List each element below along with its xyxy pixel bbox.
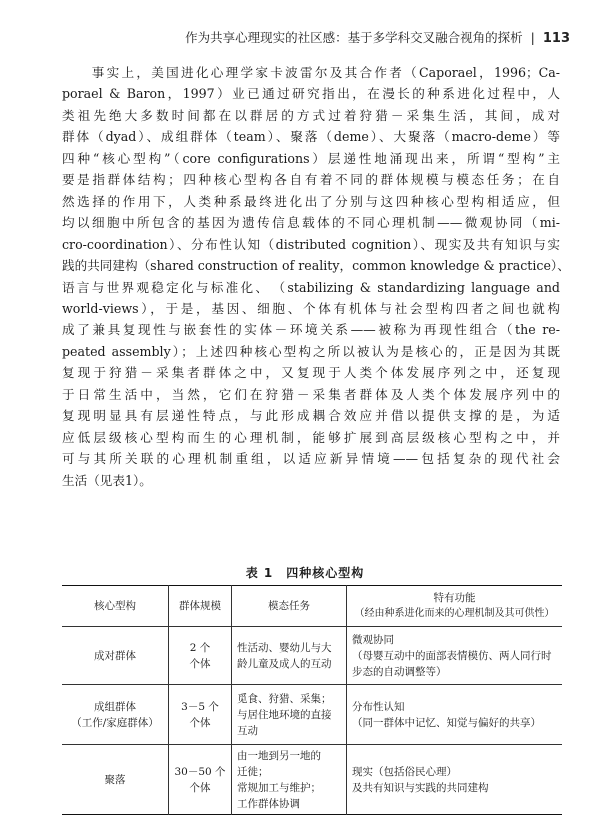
cell-function: 现实（包括俗民心理） 及共有知识与实践的共同建构 (347, 745, 563, 815)
body-line: 事实上，美国进化心理学家卡波雷尔及其合作者（Caporael，1996；Ca- (62, 65, 560, 80)
table-row (62, 685, 562, 745)
body-line: peated assembly）；上述四种核心型构之所以被认为是核心的，正是因为其既 (62, 343, 560, 359)
cell-task: 由一地到另一地的 迁徙； 常规加工与维护； 工作群体协调 (232, 745, 347, 815)
body-line: 要是指群体结构；四种核心型构各自有着不同的群体规模与模态任务；在自 (62, 172, 560, 188)
body-line: 可与其所关联的心理机制重组，以适应新异情境——包括复杂的现代社会 (62, 451, 560, 467)
cell-function: 分布性认知 （同一群体中记忆、知觉与偏好的共享） (347, 685, 563, 745)
body-line: 类祖先绝大多数时间都在以群居的方式过着狩猎－采集生活，其间，成对 (62, 107, 560, 123)
header-function-title: 特有功能 (433, 592, 476, 604)
cell-size: 3－5 个 个体 (169, 685, 232, 745)
cell-configuration: 聚落 (62, 745, 169, 815)
body-line: 于日常生活中，当然，它们在狩猎－采集者群体及人类个体发展序列中的 (62, 386, 560, 402)
table-header-row (62, 586, 562, 627)
header-modal-task: 模态任务 (232, 586, 347, 627)
body-line: cro-coordination）、分布性认知（distributed cognition）、现实及共有知识与实 (62, 236, 560, 252)
running-header (50, 28, 570, 46)
cell-task: 性活动、婴幼儿与大 龄儿童及成人的互动 (232, 627, 347, 685)
body-line: 四种“核心型构”（core configurations）层递性地涌现出来，所谓“型构”主 (62, 150, 560, 166)
body-line: world-views），于是，基因、细胞、个体有机体与社会型构四者之间也就构 (62, 300, 560, 316)
header-function-subtitle: （经由种系进化而来的心理机制及其可供性） (354, 608, 555, 619)
body-line: 复现明显具有层递性特点，与此形成耦合效应并借以提供支撑的是，为适 (62, 408, 560, 424)
cell-configuration: 成对群体 (62, 627, 169, 685)
body-line: 语言与世界观稳定化与标准化、 （stabilizing & standardizing language and (62, 279, 560, 295)
cell-size: 30－50 个 个体 (169, 745, 232, 815)
cell-task: 觅食、狩猎、采集； 与居住地环境的直接 互动 (232, 685, 347, 745)
header-separator: | (530, 30, 535, 45)
header-group-size: 群体规模 (169, 586, 232, 627)
body-line: 均以细胞中所包含的基因为遗传信息载体的不同心理机制——微观协同（mi- (62, 215, 560, 231)
body-line: 成了兼具复现性与嵌套性的实体－环境关系——被称为再现性组合（the re- (62, 322, 560, 338)
body-line: 生活（见表1）。 (62, 472, 152, 488)
header-specific-function (347, 586, 563, 627)
running-title: 作为共享心理现实的社区感：基于多学科交叉融合视角的探析 (185, 30, 523, 45)
body-line: 群体（dyad）、成组群体（team）、聚落（deme）、大聚落（macro-deme）等 (62, 129, 560, 145)
body-line: 应低层级核心型构而生的心理机制，能够扩展到高层级核心型构之中，并 (62, 429, 560, 445)
table-row (62, 745, 562, 815)
body-line: porael & Baron，1997）业已通过研究指出，在漫长的种系进化过程中，人 (62, 86, 560, 102)
core-configurations-table (62, 585, 562, 815)
body-paragraph (62, 62, 570, 491)
cell-function: 微观协同 （母婴互动中的面部表情模仿、两人同行时 步态的自动调整等） (347, 627, 563, 685)
page-number: 113 (542, 31, 570, 46)
body-line: 践的共同建构（shared construction of reality，common knowledge & practice）、 (62, 258, 570, 274)
header-core-configuration: 核心型构 (62, 586, 169, 627)
body-line: 然选择的作用下，人类种系最终进化出了分别与这四种核心型构相适应，但 (62, 193, 560, 209)
table-row (62, 627, 562, 685)
cell-size: 2 个 个体 (169, 627, 232, 685)
cell-configuration: 成组群体 （工作/家庭群体） (62, 685, 169, 745)
body-line: 复现于狩猎－采集者群体之中，又复现于人类个体发展序列之中，还复现 (62, 365, 560, 381)
table-title: 表 1 四种核心型构 (245, 566, 365, 580)
